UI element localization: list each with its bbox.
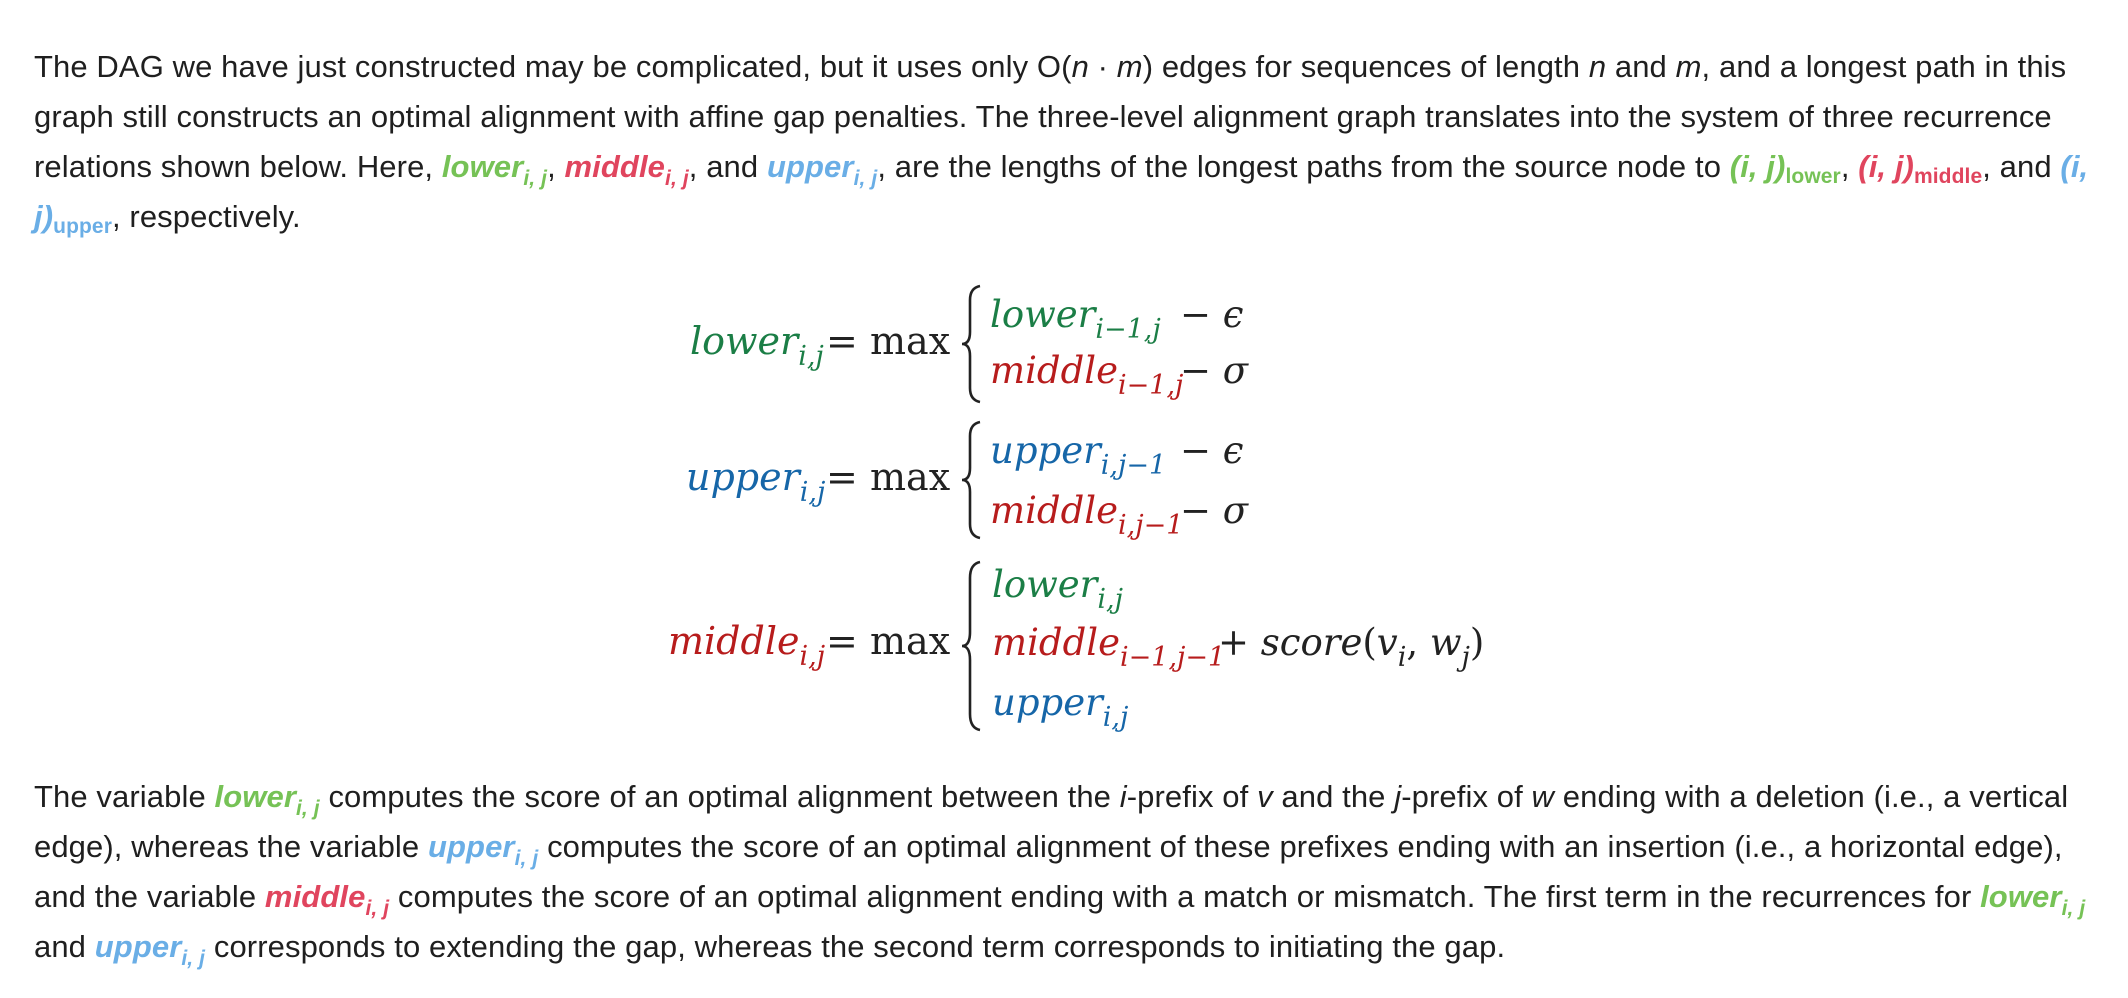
eq-upper-max: max [870,455,951,499]
eq-middle-case3-term: upper$_{i,j}$ [992,681,1129,733]
eq-lower-lhs: lower$_{i,j}$ [690,319,824,372]
term-lower: lower$_{i, j}$ [441,149,548,190]
node-upper: (i, j)upper [34,149,2089,238]
term-lower-2: lower$_{i, j}$ [214,779,320,820]
eq-middle-brace [960,560,984,732]
node-middle: (i, j)middle [1858,149,1983,188]
term-upper-3: upper$_{i, j}$ [94,929,206,970]
eq-upper-case2-op: − σ [1180,489,1249,532]
eq-lower-case2-term: middle$_{i-1,j}$ [990,349,1184,401]
node-lower: (i, j)lower [1729,149,1841,188]
eq-upper-equals: = [826,455,858,499]
eq-middle-equals: = [826,619,858,663]
eq-upper-case2-term: middle$_{i,j-1}$ [990,489,1184,541]
eq-lower-case1-op: − ϵ [1180,293,1244,336]
eq-middle-case1-term: lower$_{i,j}$ [992,563,1123,615]
explanation-paragraph: The variable lower$_{i, j}$ computes the score of an optimal alignment between the i-prefix of v and the j-prefix of w ending with a deletion (i.e., a vertical edge), whereas the variable upper$_{i, j}$ computes the score of an optimal alignment of these prefixes ending with an insertion (i.e., a horizontal edge), and the variable middle$_{i, j}$ computes the score of an optimal alignment ending with a match or mismatch. The first term in the recurrences for lower$_{i, j}$ and upper$_{i, j}$ corresponds to extending the gap, whereas the second term corresponds to initiating the gap. [34,779,2086,970]
eq-upper-lhs: upper$_{i,j}$ [686,455,826,508]
term-upper: upper$_{i, j}$ [766,149,878,190]
eq-middle-case2-term: middle$_{i-1,j-1}$ [992,621,1226,673]
eq-lower-equals: = [826,319,858,363]
term-upper-2: upper$_{i, j}$ [427,829,539,870]
eq-upper-case1-op: − ϵ [1180,429,1244,472]
eq-upper-brace [960,420,984,540]
eq-lower-case1-term: lower$_{i-1,j}$ [990,293,1161,345]
term-middle-2: middle$_{i, j}$ [264,879,390,920]
intro-paragraph: The DAG we have just constructed may be complicated, but it uses only O(n · m) edges for sequences of length n and m, and a longest path in this graph still constructs an optimal alignment with affine gap penalties. The three-level alignment graph translates into the system of three recurrence relations shown below. Here, lower$_{i, j}$, middle$_{i, j}$, and upper$_{i, j}$, are the lengths of the longest paths from the source node to (i, j)lower, (i, j)middle, and (i, j)upper, respectively. [34,49,2089,238]
eq-lower-max: max [870,319,951,363]
eq-middle-score: + $score(v_i$, $w_j$) [1218,621,1485,673]
eq-lower-brace [960,284,984,404]
eq-upper-case1-term: upper$_{i,j-1}$ [990,429,1167,481]
eq-middle-max: max [870,619,951,663]
term-middle: middle$_{i, j}$ [564,149,689,190]
eq-middle-lhs: middle$_{i,j}$ [668,619,826,672]
eq-lower-case2-op: − σ [1180,349,1249,392]
term-lower-3: lower$_{i, j}$ [1980,879,2086,920]
